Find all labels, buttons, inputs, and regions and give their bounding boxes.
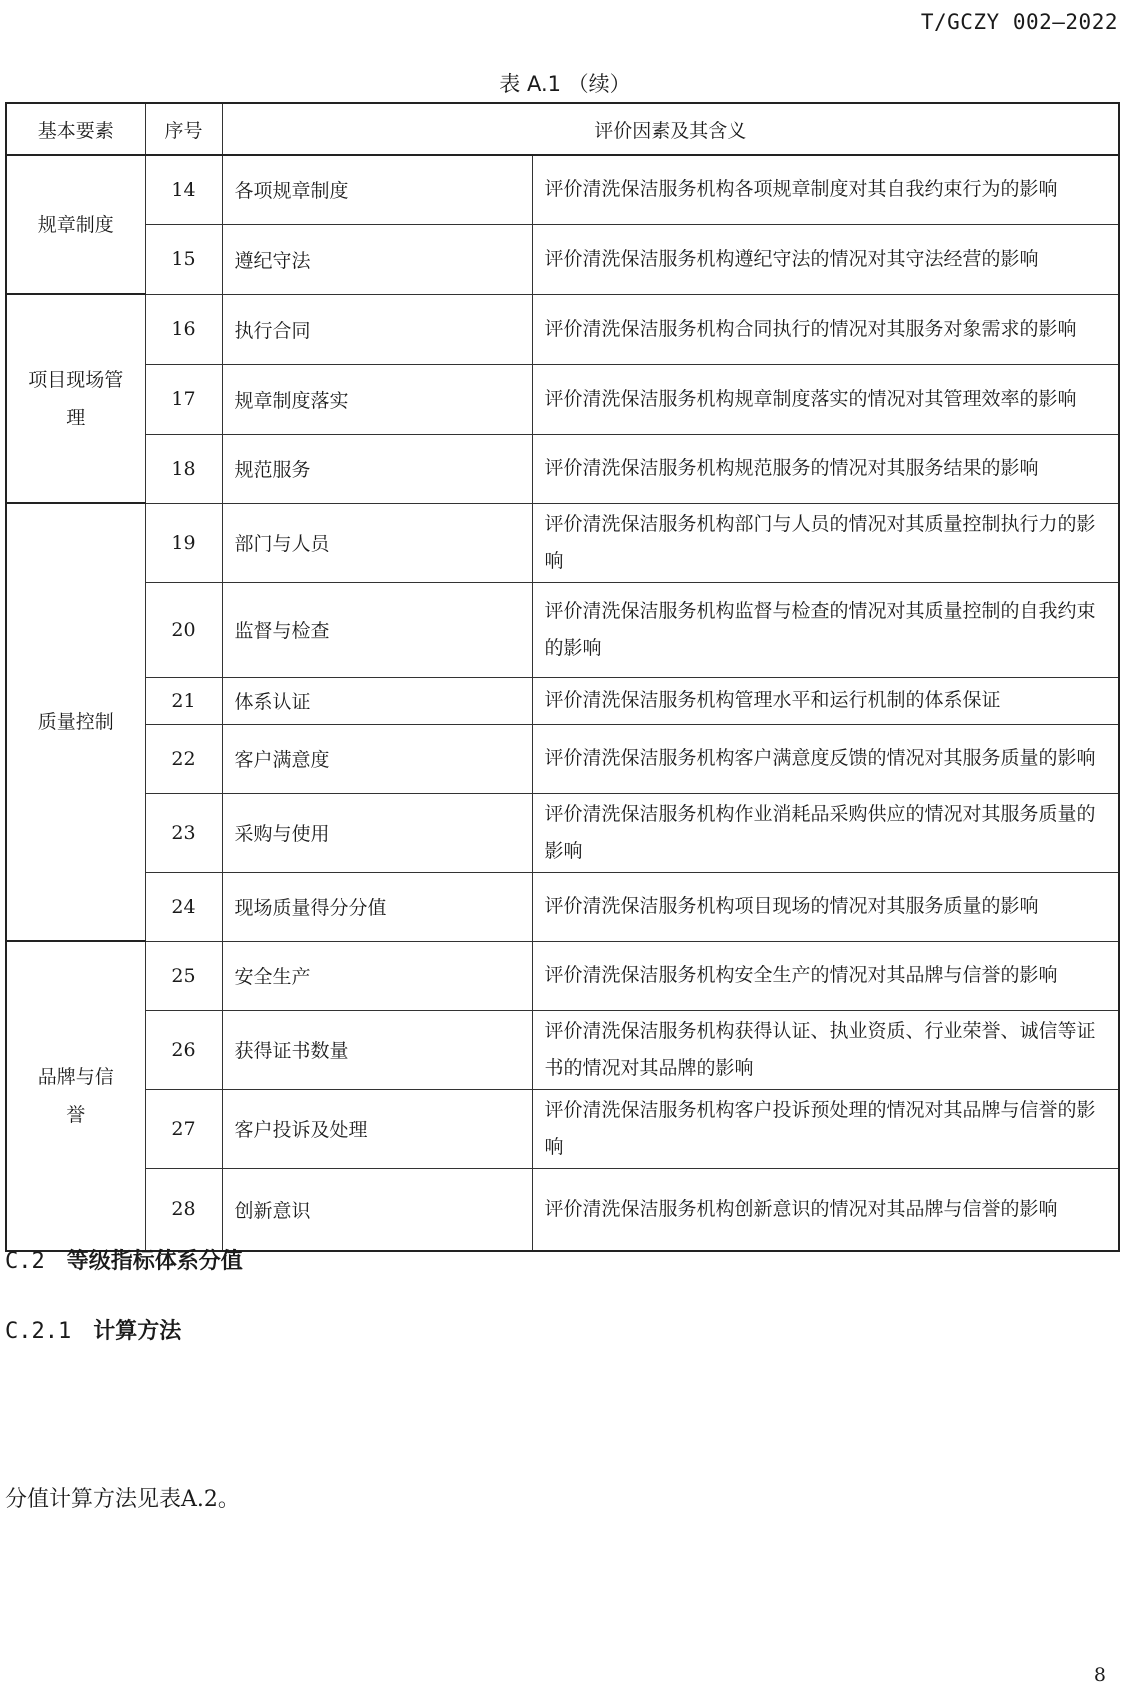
category-label: 项目现场管理 — [28, 368, 124, 429]
category-label: 规章制度 — [37, 213, 114, 236]
factor-name-cell: 部门与人员 — [222, 503, 532, 582]
row-number-cell: 19 — [145, 503, 222, 582]
section-heading-c2 — [5, 1244, 243, 1275]
page-number: 8 — [1093, 1664, 1106, 1686]
section-title: 等级指标体系分值 — [66, 1249, 243, 1274]
row-number-cell: 23 — [145, 793, 222, 872]
column-header-factor: 评价因素及其含义 — [222, 103, 1119, 155]
factor-name-cell: 执行合同 — [222, 294, 532, 364]
row-number-cell: 16 — [145, 294, 222, 364]
factor-description-cell: 评价清洗保洁服务机构作业消耗品采购供应的情况对其服务质量的影响 — [532, 793, 1119, 872]
factor-description-cell: 评价清洗保洁服务机构规范服务的情况对其服务结果的影响 — [532, 434, 1119, 503]
factor-name-cell: 规章制度落实 — [222, 364, 532, 434]
factor-description-cell: 评价清洗保洁服务机构规章制度落实的情况对其管理效率的影响 — [532, 364, 1119, 434]
section-title: 计算方法 — [93, 1319, 182, 1344]
table-row — [6, 1010, 1119, 1089]
factor-description-cell: 评价清洗保洁服务机构各项规章制度对其自我约束行为的影响 — [532, 155, 1119, 224]
table-row — [6, 941, 1119, 1010]
row-number-cell: 14 — [145, 155, 222, 224]
row-number-cell: 22 — [145, 724, 222, 793]
table-row — [6, 872, 1119, 941]
factor-description-cell: 评价清洗保洁服务机构获得认证、执业资质、行业荣誉、诚信等证书的情况对其品牌的影响 — [532, 1010, 1119, 1089]
table-row — [6, 155, 1119, 224]
factor-description-cell: 评价清洗保洁服务机构合同执行的情况对其服务对象需求的影响 — [532, 294, 1119, 364]
factor-name-cell: 现场质量得分分值 — [222, 872, 532, 941]
column-header-element: 基本要素 — [6, 103, 145, 155]
table-header-row — [6, 103, 1119, 155]
factor-name-cell: 采购与使用 — [222, 793, 532, 872]
factor-name-cell: 遵纪守法 — [222, 224, 532, 294]
section-heading-c2-1 — [5, 1314, 181, 1345]
table-caption: 表 A.1 （续） — [499, 72, 631, 96]
category-cell — [6, 941, 145, 1251]
table-row — [6, 1168, 1119, 1251]
factor-description-cell: 评价清洗保洁服务机构客户投诉预处理的情况对其品牌与信誉的影响 — [532, 1089, 1119, 1168]
factor-description-cell: 评价清洗保洁服务机构管理水平和运行机制的体系保证 — [532, 677, 1119, 724]
column-header-number: 序号 — [145, 103, 222, 155]
row-number-cell: 24 — [145, 872, 222, 941]
evaluation-factor-table — [5, 102, 1120, 1252]
factor-name-cell: 规范服务 — [222, 434, 532, 503]
document-code: T/GCZY 002—2022 — [920, 10, 1118, 34]
row-number-cell: 20 — [145, 582, 222, 677]
row-number-cell: 15 — [145, 224, 222, 294]
table-row — [6, 1089, 1119, 1168]
factor-description-cell: 评价清洗保洁服务机构监督与检查的情况对其质量控制的自我约束的影响 — [532, 582, 1119, 677]
category-cell — [6, 155, 145, 294]
row-number-cell: 21 — [145, 677, 222, 724]
table-row — [6, 434, 1119, 503]
category-label: 品牌与信誉 — [37, 1066, 114, 1126]
table-row — [6, 294, 1119, 364]
factor-name-cell: 体系认证 — [222, 677, 532, 724]
table-row — [6, 503, 1119, 582]
table-row — [6, 582, 1119, 677]
table-row — [6, 364, 1119, 434]
factor-name-cell: 创新意识 — [222, 1168, 532, 1251]
table-row — [6, 724, 1119, 793]
row-number-cell: 27 — [145, 1089, 222, 1168]
factor-name-cell: 各项规章制度 — [222, 155, 532, 224]
section-number: C.2.1 — [5, 1319, 72, 1344]
factor-description-cell: 评价清洗保洁服务机构安全生产的情况对其品牌与信誉的影响 — [532, 941, 1119, 1010]
factor-description-cell: 评价清洗保洁服务机构客户满意度反馈的情况对其服务质量的影响 — [532, 724, 1119, 793]
factor-name-cell: 客户满意度 — [222, 724, 532, 793]
factor-name-cell: 客户投诉及处理 — [222, 1089, 532, 1168]
row-number-cell: 25 — [145, 941, 222, 1010]
body-paragraph: 分值计算方法见表A.2。 — [5, 1487, 240, 1512]
category-label: 质量控制 — [37, 711, 114, 733]
factor-description-cell: 评价清洗保洁服务机构创新意识的情况对其品牌与信誉的影响 — [532, 1168, 1119, 1251]
row-number-cell: 26 — [145, 1010, 222, 1089]
row-number-cell: 18 — [145, 434, 222, 503]
factor-description-cell: 评价清洗保洁服务机构遵纪守法的情况对其守法经营的影响 — [532, 224, 1119, 294]
factor-name-cell: 监督与检查 — [222, 582, 532, 677]
factor-description-cell: 评价清洗保洁服务机构部门与人员的情况对其质量控制执行力的影响 — [532, 503, 1119, 582]
factor-description-cell: 评价清洗保洁服务机构项目现场的情况对其服务质量的影响 — [532, 872, 1119, 941]
table-row — [6, 677, 1119, 724]
category-cell — [6, 294, 145, 503]
factor-name-cell: 安全生产 — [222, 941, 532, 1010]
table-row — [6, 224, 1119, 294]
factor-name-cell: 获得证书数量 — [222, 1010, 532, 1089]
row-number-cell: 28 — [145, 1168, 222, 1251]
row-number-cell: 17 — [145, 364, 222, 434]
section-number: C.2 — [5, 1249, 45, 1274]
category-cell — [6, 503, 145, 941]
table-row — [6, 793, 1119, 872]
